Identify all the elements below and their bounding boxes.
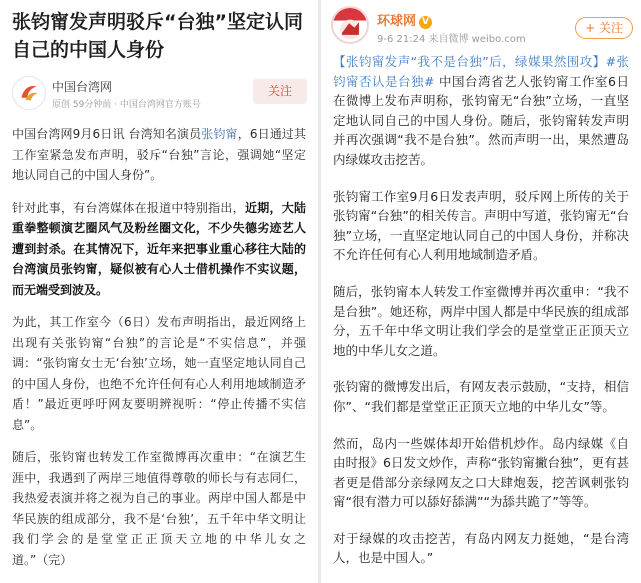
follow-button[interactable]: 关注 [253,79,307,104]
hashtag-link[interactable]: #张钧甯否认是台独# [333,54,629,89]
post-meta: 9-6 21:24 来自微博 weibo.com [377,34,526,45]
post-paragraph: 随后，张钧甯本人转发工作室微博并再次重申：“我不是台独”。她还称，两岸中国人都是中华民族的组成部分，五千年中华文明让我们学会的是堂堂正正顶天立地的中华儿女之道。 [333,283,629,358]
post-body [333,52,629,583]
post-paragraph: 【张钧甯发声“我不是台独”后，绿媒果然围攻】#张钧甯否认是台独# 中国台湾省艺人张钧甯工作室6日在微博上发布声明称，张钧甯无“台独”立场，一直坚定地认同自己的中国人身份。随后，张钧甯转发声明并再次强调“我不是台独”。然而声明一出，果然遭岛内绿媒攻击挖苦。 [333,54,629,167]
post-paragraph: 对于绿媒的攻击挖苦，有岛内网友力挺她，“是台湾人，也是中国人。” [333,530,629,566]
account-avatar-icon[interactable] [331,6,369,44]
post-paragraph: 张钧甯的微博发出后，有网友表示鼓励，“支持，相信你”、“我们都是堂堂正正顶天立地的中华儿女”等。 [333,379,629,414]
account-name[interactable]: 环球网 V [377,10,432,29]
post-paragraph: 然而，岛内一些媒体却开始借机炒作。岛内绿媒《自由时报》6日发文炒作，声称“张钧甯撇台独”，更有甚者更是借部分亲绿网友之口大肆炮轰，挖苦讽刺张钧甯“很有潜力可以舔好舔满”“为舔共跪了”等等。 [333,435,629,510]
article-meta: 原创 59分钟前 · 中国台湾网官方账号 [52,100,201,110]
source-name[interactable]: 中国台湾网 [52,80,113,94]
article-paragraph: 随后，张钧甯也转发工作室微博再次重申：“在演艺生涯中，我遇到了两岸三地值得尊敬的师长与有志同仁，我热爱表演并将之视为自己的事业。两岸中国人都是中华民族的组成部分，我不是‘台独’，五千年中华文明让我们学会的是堂堂正正顶天立地的中华儿女之道。”（完） [12,450,306,567]
follow-button[interactable]: + 关注 [575,17,633,39]
right-weibo-panel [321,0,641,583]
article-paragraph: 针对此事，有台湾媒体在报道中特别指出，近期，大陆重拳整顿演艺圈风气及粉丝圈文化，不少失德劣迹艺人遭到封杀。在其情况下，近年来把事业重心移往大陆的台湾演员张钧甯，疑似被有心人士借机操作不实议题，而无端受到波及。 [12,200,306,297]
person-link[interactable]: 张钧甯 [201,127,238,141]
post-paragraph: 张钧甯工作室9月6日发表声明，驳斥网上所传的关于张钧甯“台独”的相关传言。声明中写道，张钧甯无“台独”立场，一直坚定地认同自己的中国人身份，并称决不允许任何有心人利用地域制造矛盾。 [333,188,629,263]
article-body [12,124,306,582]
article-paragraph: 为此，其工作室今（6日）发布声明指出，最近网络上出现有关张钧甯“台独”的言论是“不实信息”，并强调：“张钧甯女士无‘台独’立场，她一直坚定地认同自己的中国人身份，也绝不允许任何有心人利用地域制造矛盾！”最近更呼吁网友要明辨视听：“停止传播不实信息”。 [12,315,306,432]
headline-tag[interactable]: 【张钧甯发声“我不是台独”后，绿媒果然围攻】 [333,54,606,69]
article-paragraph: 中国台湾网9月6日讯 台湾知名演员张钧甯，6日通过其工作室紧急发布声明，驳斥“台独”言论，强调她“坚定地认同自己的中国人身份”。 [12,127,306,182]
source-logo-icon[interactable] [12,76,46,110]
left-article-panel [0,0,318,583]
verified-badge-icon: V [419,16,432,29]
article-title: 张钧甯发声明驳斥“台独”坚定认同自己的中国人身份 [12,11,303,61]
